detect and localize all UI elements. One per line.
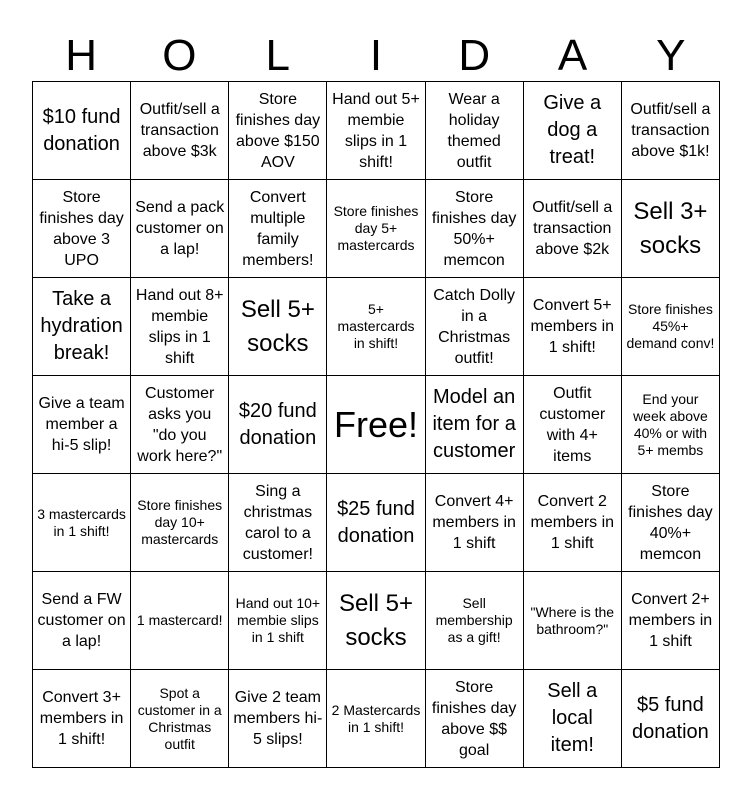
bingo-cell[interactable]: Sell 3+ socks	[622, 180, 720, 278]
bingo-cell[interactable]: Convert 5+ members in 1 shift!	[524, 278, 622, 376]
bingo-cell[interactable]: Sell membership as a gift!	[426, 572, 524, 670]
bingo-cell[interactable]: Convert 3+ members in 1 shift!	[33, 670, 131, 768]
bingo-cell[interactable]: Spot a customer in a Christmas outfit	[131, 670, 229, 768]
bingo-cell[interactable]: Store finishes day above $$ goal	[426, 670, 524, 768]
bingo-cell[interactable]: $25 fund donation	[327, 474, 425, 572]
bingo-cell[interactable]: Give a team member a hi-5 slip!	[33, 376, 131, 474]
bingo-cell[interactable]: Store finishes day 50%+ memcon	[426, 180, 524, 278]
bingo-cell[interactable]: Wear a holiday themed outfit	[426, 82, 524, 180]
bingo-cell[interactable]: Outfit customer with 4+ items	[524, 376, 622, 474]
header-letter: Y	[656, 31, 686, 80]
bingo-cell[interactable]: Store finishes day above $150 AOV	[229, 82, 327, 180]
bingo-cell[interactable]: Outfit/sell a transaction above $1k!	[622, 82, 720, 180]
bingo-cell[interactable]: Send a pack customer on a lap!	[131, 180, 229, 278]
bingo-cell[interactable]: Store finishes day 40%+ memcon	[622, 474, 720, 572]
bingo-cell[interactable]: Store finishes day above 3 UPO	[33, 180, 131, 278]
bingo-cell[interactable]: Convert 2 members in 1 shift	[524, 474, 622, 572]
bingo-cell[interactable]: Convert 2+ members in 1 shift	[622, 572, 720, 670]
bingo-header	[32, 30, 720, 82]
bingo-cell[interactable]: Hand out 10+ membie slips in 1 shift	[229, 572, 327, 670]
bingo-cell[interactable]: End your week above 40% or with 5+ membs	[622, 376, 720, 474]
bingo-cell[interactable]: Convert multiple family members!	[229, 180, 327, 278]
bingo-cell[interactable]: Customer asks you "do you work here?"	[131, 376, 229, 474]
header-letter: O	[162, 31, 197, 80]
bingo-cell[interactable]: 1 mastercard!	[131, 572, 229, 670]
header-letter: I	[369, 31, 383, 80]
bingo-cell[interactable]: 5+ mastercards in shift!	[327, 278, 425, 376]
bingo-cell[interactable]: Sell 5+ socks	[327, 572, 425, 670]
bingo-cell[interactable]: "Where is the bathroom?"	[524, 572, 622, 670]
bingo-cell[interactable]: Send a FW customer on a lap!	[33, 572, 131, 670]
header-letter: A	[557, 31, 588, 80]
bingo-cell[interactable]: Give a dog a treat!	[524, 82, 622, 180]
bingo-cell[interactable]: Take a hydration break!	[33, 278, 131, 376]
bingo-cell[interactable]: Outfit/sell a transaction above $3k	[131, 82, 229, 180]
bingo-cell[interactable]: Give 2 team members hi-5 slips!	[229, 670, 327, 768]
bingo-cell[interactable]: Sell 5+ socks	[229, 278, 327, 376]
bingo-cell[interactable]: $10 fund donation	[33, 82, 131, 180]
bingo-grid	[32, 81, 720, 768]
header-letter: L	[265, 31, 290, 80]
header-letter: D	[458, 31, 491, 80]
bingo-cell[interactable]: Sing a christmas carol to a customer!	[229, 474, 327, 572]
header-letter: H	[65, 31, 98, 80]
bingo-cell[interactable]: Sell a local item!	[524, 670, 622, 768]
bingo-cell[interactable]: $5 fund donation	[622, 670, 720, 768]
bingo-cell[interactable]: 2 Mastercards in 1 shift!	[327, 670, 425, 768]
bingo-cell[interactable]: Store finishes day 10+ mastercards	[131, 474, 229, 572]
bingo-cell[interactable]: Model an item for a customer	[426, 376, 524, 474]
bingo-cell[interactable]: 3 mastercards in 1 shift!	[33, 474, 131, 572]
bingo-cell[interactable]: $20 fund donation	[229, 376, 327, 474]
bingo-cell[interactable]: Store finishes 45%+ demand conv!	[622, 278, 720, 376]
bingo-cell[interactable]: Outfit/sell a transaction above $2k	[524, 180, 622, 278]
free-space-cell[interactable]: Free!	[327, 376, 425, 474]
bingo-cell[interactable]: Catch Dolly in a Christmas outfit!	[426, 278, 524, 376]
bingo-cell[interactable]: Convert 4+ members in 1 shift	[426, 474, 524, 572]
bingo-cell[interactable]: Hand out 8+ membie slips in 1 shift	[131, 278, 229, 376]
bingo-cell[interactable]: Hand out 5+ membie slips in 1 shift!	[327, 82, 425, 180]
bingo-cell[interactable]: Store finishes day 5+ mastercards	[327, 180, 425, 278]
